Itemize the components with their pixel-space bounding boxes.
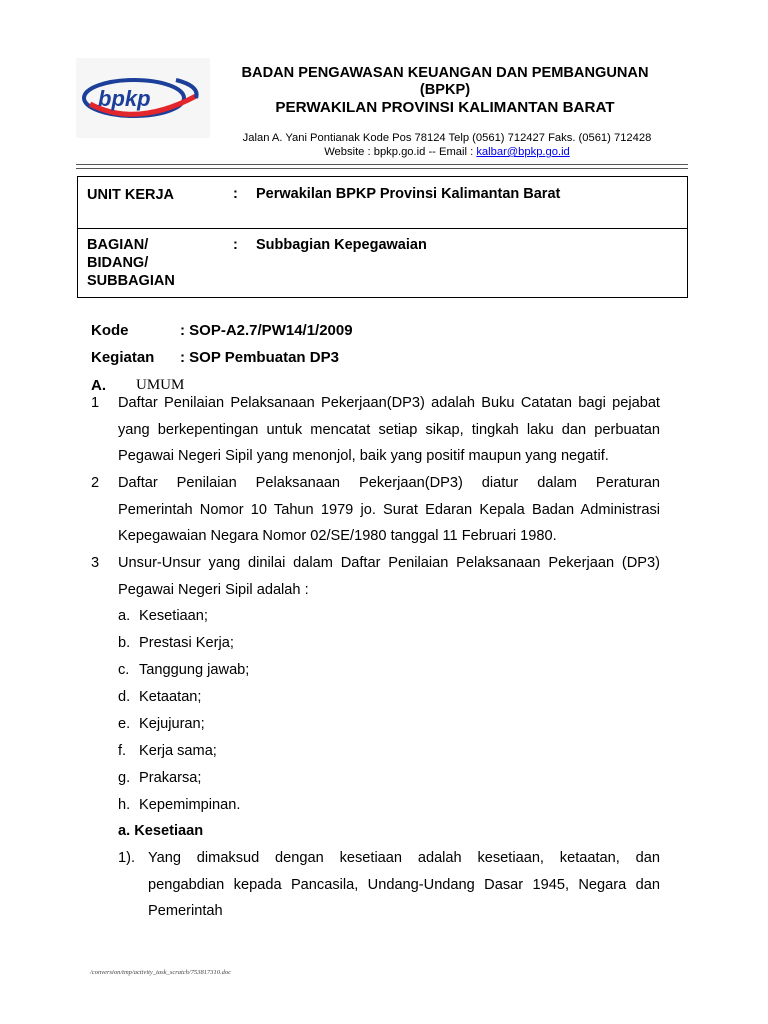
sub-item-text bbox=[148, 845, 660, 925]
contact-line bbox=[210, 145, 684, 159]
unit-kerja-colon: : bbox=[233, 186, 238, 202]
address-line: Jalan A. Yani Pontianak Kode Pos 78124 Telp (0561) 712427 Faks. (0561) 712428 bbox=[242, 132, 652, 144]
org-abbrev: (BPKP) bbox=[419, 82, 471, 98]
item-number-3: 3 bbox=[91, 555, 100, 571]
item-2-line-3: Kepegawaian Negara Nomor 02/SE/1980 tanggal 11 Februari 1980. bbox=[118, 528, 557, 544]
info-table-divider bbox=[77, 228, 688, 229]
website-text: Website : bpkp.go.id -- Email : bbox=[324, 146, 477, 158]
item-text-3 bbox=[118, 550, 660, 603]
logo-text: bpkp bbox=[98, 86, 151, 111]
org-name: BADAN PENGAWASAN KEUANGAN DAN PEMBANGUNAN bbox=[241, 65, 649, 81]
kode-value: : SOP-A2.7/PW14/1/2009 bbox=[180, 322, 353, 339]
item-2-line-1: Daftar Penilaian Pelaksanaan Pekerjaan(DP3) diatur dalam Peraturan bbox=[118, 475, 660, 491]
section-letter: A. bbox=[91, 377, 106, 394]
kegiatan-value: : SOP Pembuatan DP3 bbox=[180, 349, 339, 366]
bagian-label-3: SUBBAGIAN bbox=[87, 273, 175, 289]
item-1-line-1: Daftar Penilaian Pelaksanaan Pekerjaan(DP3) adalah Buku Catatan bagi pejabat bbox=[118, 395, 660, 411]
item-3-line-2: Pegawai Negeri Sipil adalah : bbox=[118, 581, 309, 598]
bpkp-logo bbox=[76, 58, 210, 138]
item-1-line-3: Pegawai Negeri Sipil yang menonjol, baik yang positif maupun yang negatif. bbox=[118, 448, 609, 464]
kode-label: Kode bbox=[91, 322, 129, 339]
list-item: b. bbox=[118, 635, 131, 651]
item-2-line-2: Pemerintah Nomor 10 Tahun 1979 jo. Surat Edaran Kepala Badan Administrasi bbox=[118, 501, 660, 518]
list-item-text: Tanggung jawab; bbox=[139, 662, 250, 678]
bpkp-logo-icon bbox=[76, 58, 210, 138]
item-3-line-1: Unsur-Unsur yang dinilai dalam Daftar Penilaian Pelaksanaan Pekerjaan (DP3) bbox=[118, 555, 660, 571]
email-link[interactable]: kalbar@bpkp.go.id bbox=[476, 146, 570, 158]
bagian-colon: : bbox=[233, 237, 238, 253]
list-item: a. bbox=[118, 608, 131, 624]
list-item-text: Kerja sama; bbox=[139, 743, 217, 759]
unit-kerja-value: Perwakilan BPKP Provinsi Kalimantan Barat bbox=[256, 186, 561, 202]
list-item-text: Prakarsa; bbox=[139, 770, 202, 786]
section-title: UMUM bbox=[136, 377, 185, 393]
list-item: c. bbox=[118, 662, 130, 678]
sub-item-line-2: pengabdian kepada Pancasila, Undang-Undang Dasar 1945, Negara dan bbox=[148, 876, 660, 893]
footer-path: /conversion/tmp/activity_task_scratch/753817310.doc bbox=[90, 969, 231, 976]
list-item-text: Ketaatan; bbox=[139, 689, 202, 705]
sub-item-line-3: Pemerintah bbox=[148, 903, 223, 919]
bagian-label-2: BIDANG/ bbox=[87, 255, 149, 271]
list-item-text: Kesetiaan; bbox=[139, 608, 208, 624]
sub-item-line-1: Yang dimaksud dengan kesetiaan adalah kesetiaan, ketaatan, dan bbox=[148, 850, 660, 866]
item-text-1 bbox=[118, 390, 660, 470]
org-branch: PERWAKILAN PROVINSI KALIMANTAN BARAT bbox=[275, 99, 615, 116]
bagian-label-1: BAGIAN/ bbox=[87, 237, 149, 253]
header-rule-top bbox=[76, 164, 688, 165]
item-number-2: 2 bbox=[91, 475, 100, 491]
header-rule-bottom bbox=[76, 168, 688, 169]
sub-item-number: 1). bbox=[118, 850, 136, 866]
list-item: f. bbox=[118, 743, 127, 759]
item-number-1: 1 bbox=[91, 395, 100, 411]
item-1-line-2: yang berkepentingan untuk mencatat setiap sikap, tingkah laku dan perbuatan bbox=[118, 421, 660, 438]
item-text-2 bbox=[118, 470, 660, 550]
list-item-text: Kejujuran; bbox=[139, 716, 205, 732]
sub-heading-kesetiaan: a. Kesetiaan bbox=[118, 823, 204, 839]
list-item: d. bbox=[118, 689, 131, 705]
bagian-value: Subbagian Kepegawaian bbox=[256, 237, 427, 253]
kegiatan-label: Kegiatan bbox=[91, 349, 155, 366]
list-item: e. bbox=[118, 716, 131, 732]
list-item: h. bbox=[118, 797, 131, 813]
unit-kerja-label: UNIT KERJA bbox=[87, 187, 175, 203]
list-item-text: Kepemimpinan. bbox=[139, 797, 241, 813]
list-item: g. bbox=[118, 770, 131, 786]
list-item-text: Prestasi Kerja; bbox=[139, 635, 234, 651]
